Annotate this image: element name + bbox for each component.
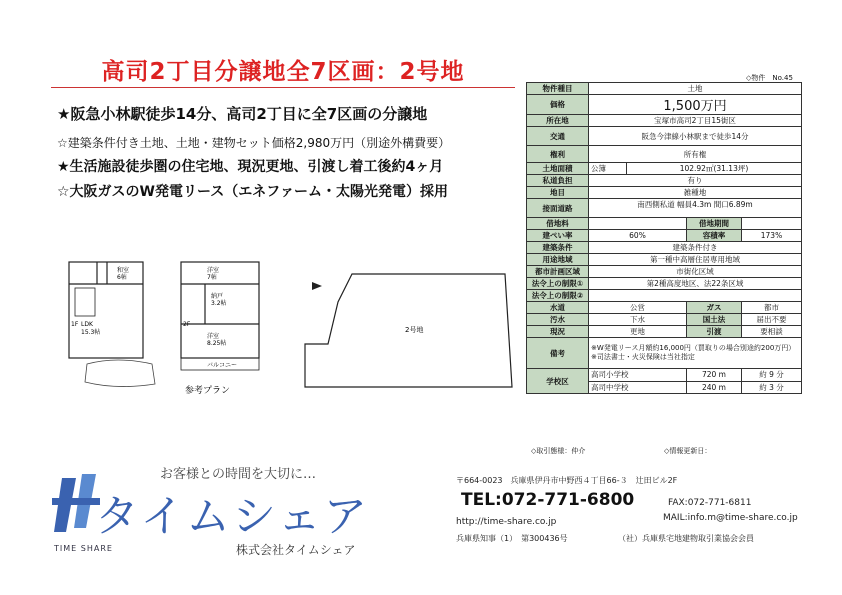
table-row — [527, 83, 802, 95]
table-row — [527, 302, 802, 314]
kind-label: 物件種目 — [527, 83, 589, 95]
school-2-time: 約 3 分 — [742, 381, 802, 394]
license-number: 兵庫県知事（1） 第300436号 — [456, 534, 568, 543]
right-label: 権利 — [527, 146, 589, 163]
land-category-label: 地目 — [527, 187, 589, 199]
table-row — [527, 369, 802, 382]
update-date: ◇情報更新日： — [664, 447, 712, 455]
handover-value: 要相談 — [742, 326, 802, 338]
company-address: 〒664-0023 兵庫県伊丹市中野西４丁目66-３ 辻田ビル2F — [456, 476, 678, 485]
school-label: 学校区 — [527, 369, 589, 394]
floor-plan-drawing — [57, 256, 238, 414]
location-value: 宝塚市高司2丁目15街区 — [589, 115, 802, 127]
page-title: 高司2丁目分譲地全7区画：2号地 — [101, 59, 465, 85]
location-label: 所在地 — [527, 115, 589, 127]
gas-value: 都市 — [742, 302, 802, 314]
table-row — [527, 326, 802, 338]
association-membership: （社）兵庫県宅地建物取引業協会会員 — [618, 534, 754, 543]
water-label: 水道 — [527, 302, 589, 314]
lease-term-label: 借地期間 — [687, 218, 742, 230]
ldk-label: LDK — [81, 321, 93, 328]
law2-label: 法令上の制限② — [527, 290, 589, 302]
right-value: 所有権 — [589, 146, 802, 163]
land-law-label: 国土法 — [687, 314, 742, 326]
price-label: 価格 — [527, 95, 589, 115]
property-info-table — [526, 82, 802, 394]
water-value: 公営 — [589, 302, 687, 314]
table-row — [527, 115, 802, 127]
table-row — [527, 230, 802, 242]
sewage-value: 下水 — [589, 314, 687, 326]
road-label: 接面道路 — [527, 199, 589, 218]
email-link[interactable]: MAIL:info.m@time-share.co.jp — [663, 513, 798, 523]
brand-english: TIME SHARE — [54, 544, 113, 553]
table-row — [527, 146, 802, 163]
law1-value: 第2種高度地区、法22条区域 — [589, 278, 802, 290]
traffic-value: 阪急今津線小林駅まで徒歩14分 — [589, 127, 802, 146]
table-row — [527, 314, 802, 326]
western1-label: 洋室 — [207, 267, 220, 274]
phone-number: TEL:072-771-6800 — [461, 490, 635, 510]
balcony-label: バルコニー — [207, 362, 238, 369]
table-row — [527, 242, 802, 254]
condition-value: 建築条件付き — [589, 242, 802, 254]
japanese-room-label: 和室 — [117, 267, 130, 274]
far-value: 173% — [742, 230, 802, 242]
japanese-room-size: 6帖 — [117, 274, 127, 281]
bcr-value: 60% — [589, 230, 687, 242]
private-road-value: 有り — [589, 175, 802, 187]
site-plan-drawing — [300, 262, 520, 402]
tagline: お客様との時間を大切に… — [160, 467, 317, 482]
website-link[interactable]: http://time-share.co.jp — [456, 517, 557, 527]
fax-number: FAX:072-771-6811 — [668, 498, 752, 508]
table-row — [527, 95, 802, 115]
table-row — [527, 266, 802, 278]
lease-fee-label: 借地料 — [527, 218, 589, 230]
floor1-label: 1F — [71, 321, 79, 328]
western1-size: 7帖 — [207, 274, 217, 281]
logo-mark-icon — [52, 470, 100, 540]
area-value: 102.92㎡(31.13坪) — [627, 163, 802, 175]
status-value: 更地 — [589, 326, 687, 338]
price-value: 1,500万円 — [589, 95, 802, 115]
gas-label: ガス — [687, 302, 742, 314]
status-label: 現況 — [527, 326, 589, 338]
area-type: 公簿 — [589, 163, 627, 175]
feature-3: ★生活施設徒歩圏の住宅地、現況更地、引渡し着工後約4ヶ月 — [57, 159, 444, 175]
table-row — [527, 127, 802, 146]
floor1-outline — [69, 262, 143, 358]
city-plan-value: 市街化区域 — [589, 266, 802, 278]
school-2-name: 高司中学校 — [589, 381, 687, 394]
table-row — [527, 278, 802, 290]
road-value: 南西側私道 幅員4.3m 間口6.89m — [589, 199, 802, 218]
handover-label: 引渡 — [687, 326, 742, 338]
school-2-distance: 240 m — [687, 381, 742, 394]
table-row — [527, 163, 802, 175]
transaction-type: ◇取引態様：仲介 — [531, 447, 586, 455]
property-number: ◇物件 No.45 — [746, 74, 793, 82]
western2-size: 8.25帖 — [207, 340, 227, 347]
closet-label: 納戸 — [211, 293, 224, 300]
remarks-value: ※W発電リース月額約16,000円（買取りの場合別途約200万円） ※司法書士・火災保険は当社指定 — [589, 338, 802, 369]
private-road-label: 私道負担 — [527, 175, 589, 187]
area-label: 土地面積 — [527, 163, 589, 175]
kind-value: 土地 — [589, 83, 802, 95]
floor2-label: 2F — [183, 321, 191, 328]
land-category-value: 雑種地 — [589, 187, 802, 199]
closet-size: 3.2帖 — [211, 300, 227, 307]
school-1-name: 高司小学校 — [589, 369, 687, 382]
feature-1: ★阪急小林駅徒歩14分、高司2丁目に全7区画の分譲地 — [57, 105, 428, 123]
law1-label: 法令上の制限① — [527, 278, 589, 290]
traffic-label: 交通 — [527, 127, 589, 146]
title-box — [51, 47, 515, 88]
far-label: 容積率 — [687, 230, 742, 242]
company-name: 株式会社タイムシェア — [236, 543, 356, 557]
car-icon — [85, 360, 155, 387]
feature-2: ☆建築条件付き土地、土地・建物セット価格2,980万円（別途外構費要） — [57, 136, 451, 150]
table-row — [527, 218, 802, 230]
zone-label: 用途地域 — [527, 254, 589, 266]
feature-4: ☆大阪ガスのW発電リース（エネファーム・太陽光発電）採用 — [57, 184, 449, 200]
north-arrow-icon — [312, 282, 322, 290]
city-plan-label: 都市計画区域 — [527, 266, 589, 278]
table-row — [527, 254, 802, 266]
table-row — [527, 338, 802, 369]
western2-label: 洋室 — [207, 333, 220, 340]
remarks-label: 備考 — [527, 338, 589, 369]
plan-caption: 参考プラン — [185, 386, 231, 396]
condition-label: 建築条件 — [527, 242, 589, 254]
school-1-distance: 720 m — [687, 369, 742, 382]
table-row — [527, 199, 802, 218]
zone-value: 第一種中高層住居専用地域 — [589, 254, 802, 266]
bcr-label: 建ぺい率 — [527, 230, 589, 242]
school-1-time: 約 9 分 — [742, 369, 802, 382]
sewage-label: 汚水 — [527, 314, 589, 326]
table-row — [527, 187, 802, 199]
land-law-value: 届出不要 — [742, 314, 802, 326]
table-row — [527, 290, 802, 302]
lot-label: 2号地 — [405, 326, 424, 334]
ldk-size: 15.3帖 — [81, 329, 101, 336]
table-row — [527, 175, 802, 187]
brand-logo-text: タイムシェア — [95, 491, 370, 542]
